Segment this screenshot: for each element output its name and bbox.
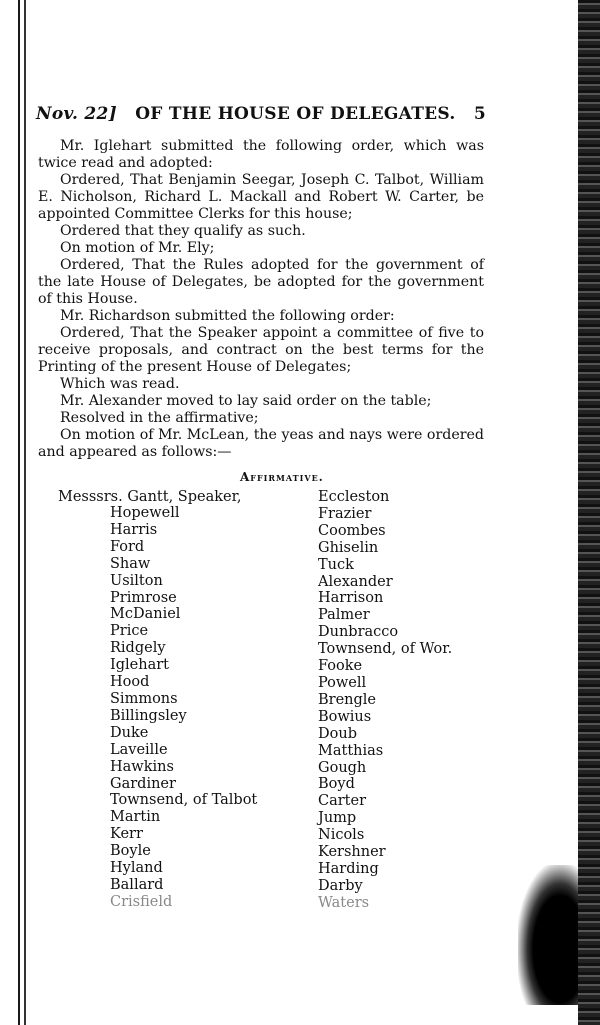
member-name: Dunbracco	[318, 624, 399, 641]
paragraph: Which was read.	[60, 376, 180, 392]
member-name: Boyd	[318, 776, 355, 793]
member-name: Carter	[318, 793, 367, 810]
paragraph: On motion of Mr. McLean, the yeas and nays were ordered and appeared as follows:—	[38, 427, 484, 460]
member-name: Martin	[110, 809, 161, 826]
member-name: Kershner	[318, 844, 386, 861]
paragraph: On motion of Mr. Ely;	[60, 240, 215, 256]
header-date: Nov. 22]	[36, 104, 117, 124]
member-name: Waters	[318, 894, 370, 911]
member-name: Harris	[110, 521, 158, 538]
member-name: Doub	[318, 725, 357, 742]
affirmative-heading: Affirmative.	[240, 470, 324, 484]
member-name: Alexander	[318, 573, 393, 590]
paragraph: Resolved in the affirmative;	[60, 410, 259, 426]
affirmative-left-column	[110, 505, 257, 911]
member-name: Townsend, of Wor.	[318, 641, 453, 658]
member-name: Hopewell	[110, 505, 180, 521]
member-name: Gough	[318, 759, 367, 776]
page-number: 5	[473, 104, 486, 124]
member-name: Laveille	[110, 741, 168, 758]
member-name: Usilton	[110, 572, 163, 589]
paragraph: Ordered that they qualify as such.	[60, 223, 306, 239]
member-name: Price	[110, 623, 149, 640]
member-name: Simmons	[110, 690, 178, 707]
member-name: Billingsley	[110, 707, 187, 724]
member-name: Powell	[318, 674, 367, 691]
member-name: Hyland	[110, 860, 163, 877]
scan-shadow	[518, 865, 578, 1005]
member-name: Townsend, of Talbot	[110, 792, 258, 809]
affirmative-right-column	[318, 489, 452, 912]
member-name: Primrose	[110, 589, 177, 606]
member-name: Crisfield	[110, 893, 173, 910]
member-name: Iglehart	[110, 657, 169, 674]
header-title: OF THE HOUSE OF DELEGATES.	[135, 104, 456, 124]
member-name: Palmer	[318, 607, 370, 624]
scan-right-edge	[578, 0, 600, 1025]
scan-left-edge	[0, 0, 20, 1025]
paragraph: Mr. Iglehart submitted the following order, which was twice read and adopted:	[38, 138, 484, 171]
member-name: Gardiner	[110, 775, 176, 792]
member-name: Hawkins	[110, 758, 174, 775]
member-name: Darby	[318, 877, 363, 894]
member-name: Coombes	[318, 522, 386, 539]
paragraph: Mr. Richardson submitted the following order:	[60, 308, 395, 324]
paragraph: Ordered, That the Speaker appoint a committee of five to receive proposals, and contract on the best terms for the Printing of the present House of Delegates;	[38, 325, 484, 375]
member-name: McDaniel	[110, 606, 181, 623]
member-name: Matthias	[318, 742, 384, 759]
paragraph: Ordered, That Benjamin Seegar, Joseph C. Talbot, William E. Nicholson, Richard L. Mackall and Robert W. Carter, be appointed Committee Clerks for this house;	[38, 172, 484, 222]
member-name: Eccleston	[318, 489, 390, 505]
running-header	[36, 104, 486, 124]
paragraph: Ordered, That the Rules adopted for the government of the late House of Delegates, be adopted for the government of this House.	[38, 257, 484, 307]
member-name: Boyle	[110, 843, 151, 860]
member-name: Nicols	[318, 827, 365, 844]
member-name: Tuck	[318, 556, 354, 573]
member-name: Frazier	[318, 505, 372, 522]
member-name: Harrison	[318, 590, 384, 607]
member-name: Kerr	[110, 826, 143, 843]
member-name: Brengle	[318, 691, 377, 708]
member-name: Harding	[318, 860, 379, 877]
member-name: Hood	[110, 674, 150, 691]
member-name: Jump	[318, 810, 357, 827]
member-name: Ford	[110, 538, 145, 555]
member-name: Ghiselin	[318, 539, 379, 556]
member-name: Duke	[110, 724, 149, 741]
paragraph: Mr. Alexander moved to lay said order on the table;	[60, 393, 432, 409]
member-name: Bowius	[318, 708, 372, 725]
member-name: Ridgely	[110, 640, 166, 657]
journal-body	[38, 138, 484, 461]
member-name: Shaw	[110, 555, 151, 572]
speaker-lead: Messsrs. Gantt, Speaker,	[58, 489, 242, 505]
member-name: Ballard	[110, 876, 164, 893]
member-name: Fooke	[318, 658, 363, 675]
